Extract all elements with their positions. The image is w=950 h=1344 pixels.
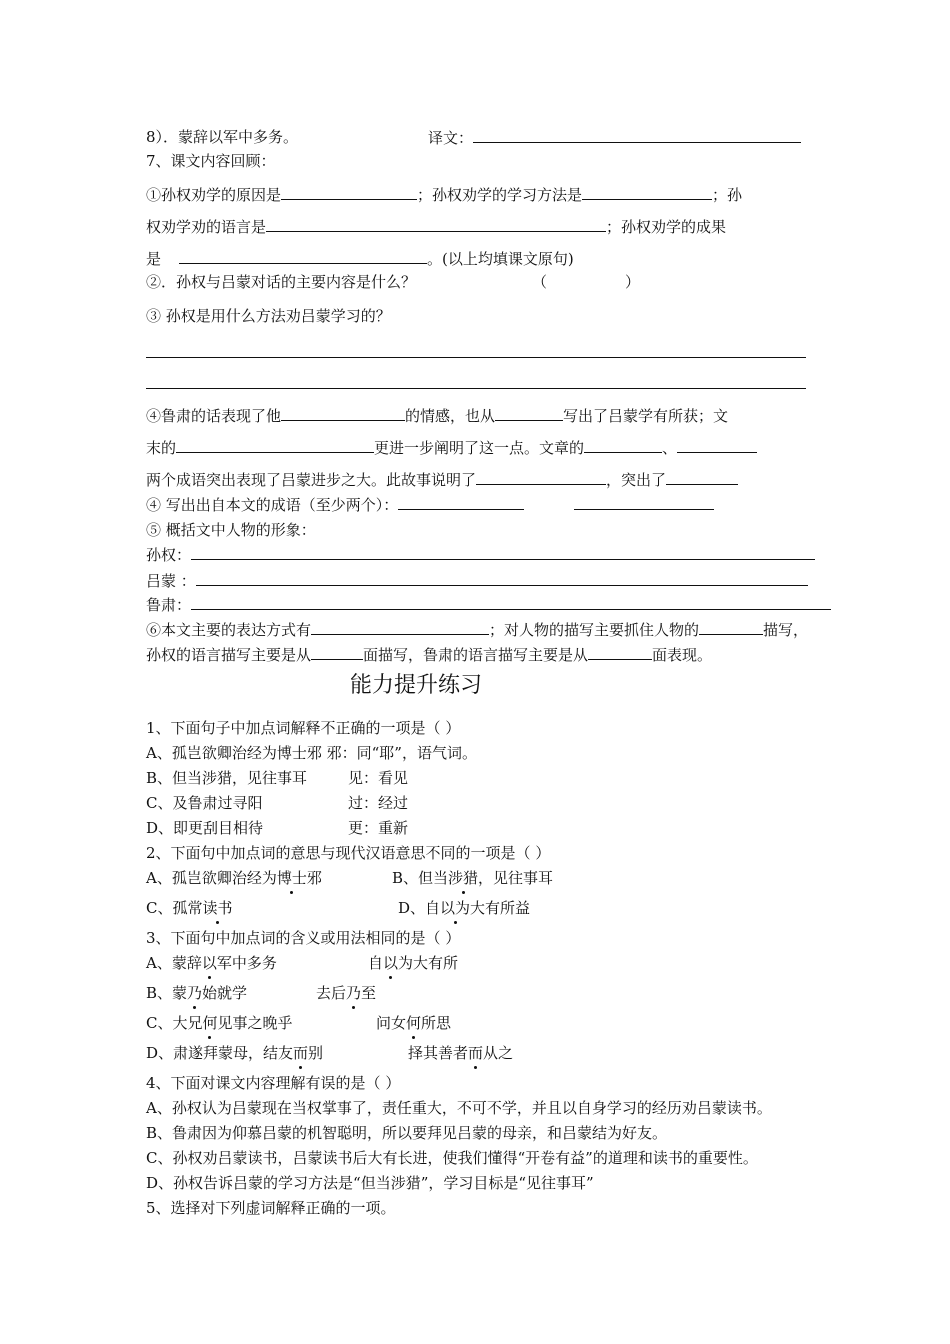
q3-option-d-compare	[408, 1043, 513, 1063]
text: 去后	[316, 984, 347, 1002]
q2-option-b[interactable]	[392, 868, 553, 888]
q1-option-d-gloss: 更：重新	[348, 819, 409, 837]
dotted-word: 涉猎	[448, 869, 479, 887]
text: 面描写，鲁肃的语言描写主要是从	[363, 646, 589, 664]
q3: 3、下面句中加点词的含义或用法相同的是（ ）	[146, 929, 461, 947]
q7-title: 7、课文内容回顾：	[146, 152, 276, 170]
dotted-word: 乃	[187, 984, 203, 1002]
text: ④ 写出出自本文的成语（至少两个）：	[146, 496, 399, 514]
blank-lusu[interactable]	[191, 594, 831, 610]
char-lvmeng	[146, 570, 808, 591]
text: D、自	[398, 899, 441, 917]
q4-option-a[interactable]: A、孙权认为吕蒙现在当权掌事了，责任重大，不可不学，并且以自身学习的经历劝吕蒙读书。	[146, 1099, 772, 1117]
q3-option-d[interactable]	[146, 1043, 323, 1063]
blank-from[interactable]	[495, 405, 563, 421]
dotted-word: 何	[202, 1014, 218, 1032]
q2-option-a[interactable]	[146, 868, 322, 888]
q7-4b	[146, 494, 714, 515]
q7-line-3	[146, 248, 574, 269]
q7-2	[146, 272, 416, 292]
text: B、但当涉猎，见往事耳	[146, 769, 308, 787]
text: 。(以上均填课文原句)	[427, 250, 574, 268]
text: A、孤岂欲卿治经为	[146, 869, 277, 887]
q3-option-a-compare	[368, 953, 458, 973]
q8-line	[146, 127, 298, 147]
paren-close: ）	[625, 273, 641, 291]
q7-line-1	[146, 184, 742, 205]
q2-option-c[interactable]	[146, 898, 233, 918]
q1-option-a[interactable]: A、孤岂欲卿治经为博士邪 邪：同“耶”，语气词。	[146, 744, 477, 762]
paren-open: （	[532, 273, 548, 291]
q7-5: ⑤ 概括文中人物的形象：	[146, 521, 316, 539]
text: 问女	[376, 1014, 407, 1032]
text: B、但当	[392, 869, 449, 887]
q8-translate-blank[interactable]	[473, 127, 801, 143]
q7-4-line-1	[146, 405, 728, 426]
text: D、肃遂拜蒙母，结友	[146, 1044, 294, 1062]
text: 别	[308, 1044, 324, 1062]
section-title: 能力提升练习	[350, 673, 483, 698]
char-sunquan	[146, 544, 815, 565]
q4: 4、下面对课文内容理解有误的是（ ）	[146, 1074, 401, 1092]
text: ；对人物的描写主要抓住人物的	[489, 621, 700, 639]
blank-result[interactable]	[179, 248, 427, 264]
blank-sunquan[interactable]	[191, 544, 815, 560]
label: 孙权：	[146, 546, 192, 564]
q1-option-b[interactable]	[146, 768, 307, 788]
blank-lusu-side[interactable]	[588, 644, 652, 660]
blank-expression[interactable]	[311, 619, 489, 635]
text: 写出了吕蒙学有所获；文	[563, 407, 729, 425]
q7-6-line-1	[146, 619, 808, 640]
blank-idiom-2[interactable]	[677, 437, 757, 453]
blank-lvmeng[interactable]	[196, 570, 808, 586]
text: A、蒙辞	[146, 954, 202, 972]
answer-line-1[interactable]	[146, 357, 806, 358]
text: 面表现。	[652, 646, 713, 664]
char-lusu	[146, 594, 831, 615]
text: ①孙权劝学的原因是	[146, 186, 282, 204]
text: 的情感，也从	[405, 407, 496, 425]
dotted-word: 乃	[346, 984, 362, 1002]
q4-option-c[interactable]: C、孙权劝吕蒙读书，吕蒙读书后大有长进，使我们懂得“开卷有益”的道理和读书的重要性。	[146, 1149, 758, 1167]
blank-emotion[interactable]	[281, 405, 405, 421]
dotted-word: 以为	[440, 899, 471, 917]
blank-end[interactable]	[176, 437, 374, 453]
blank-reason[interactable]	[281, 184, 417, 200]
answer-line-2[interactable]	[146, 388, 806, 389]
text: 见事之晚乎	[217, 1014, 293, 1032]
q7-6-line-2	[146, 644, 712, 665]
label: 吕蒙 ：	[146, 572, 196, 590]
q3-option-c-compare	[376, 1013, 451, 1033]
q3-option-a[interactable]	[146, 953, 277, 973]
text: 所思	[421, 1014, 452, 1032]
q7-line-2	[146, 216, 726, 237]
text: C、大兄	[146, 1014, 203, 1032]
text: 至	[361, 984, 377, 1002]
q8-translate-label: 译文：	[428, 129, 474, 147]
q3-option-b-compare	[316, 983, 376, 1003]
text: ；孙权劝学的学习方法是	[417, 186, 583, 204]
q1-option-c[interactable]: C、及鲁肃过寻阳	[146, 794, 263, 812]
text: 是	[146, 250, 162, 268]
label: 鲁肃：	[146, 596, 192, 614]
text: ④鲁肃的话表现了他	[146, 407, 282, 425]
text: ，见往事耳	[478, 869, 554, 887]
q2: 2、下面句中加点词的意思与现代汉语意思不同的一项是（ ）	[146, 844, 551, 862]
dotted-word: 而	[468, 1044, 484, 1062]
text: ；孙权劝学的成果	[606, 218, 727, 236]
q1-option-b-gloss: 见：看见	[348, 769, 409, 787]
q7-4-line-3	[146, 469, 738, 490]
dotted-word: 以	[383, 954, 399, 972]
q8-label: 8）．蒙辞以军中多务。	[146, 128, 299, 146]
text: 邪	[306, 869, 322, 887]
text: B、蒙	[146, 984, 188, 1002]
text: 择其善者	[408, 1044, 469, 1062]
text: ⑥本文主要的表达方式有	[146, 621, 312, 639]
dotted-word: 以	[201, 954, 217, 972]
dotted-word: 读书	[202, 899, 233, 917]
q4-option-d[interactable]: D、孙权告诉吕蒙的学习方法是“但当涉猎”，学习目标是“见往事耳”	[146, 1174, 594, 1192]
text: 更进一步阐明了这一点。文章的	[374, 439, 585, 457]
q5: 5、选择对下列虚词解释正确的一项。	[146, 1199, 396, 1217]
text: 大有所益	[470, 899, 531, 917]
blank-idiom-b[interactable]	[574, 494, 714, 510]
text: 孙权的语言描写主要是从	[146, 646, 312, 664]
text: 自	[368, 954, 384, 972]
q1-option-d[interactable]: D、即更刮目相待	[146, 819, 264, 837]
text: ，突出了	[606, 471, 667, 489]
q7-4-line-2	[146, 437, 757, 458]
q3-option-b[interactable]	[146, 983, 247, 1003]
q1-option-c-gloss: 过：经过	[348, 794, 409, 812]
text: 权劝学劝的语言是	[146, 218, 267, 236]
text: 为大有所	[398, 954, 459, 972]
text: 始就学	[202, 984, 248, 1002]
q7-2-text: ②．孙权与吕蒙对话的主要内容是什么？	[146, 273, 417, 291]
q8-translate	[428, 127, 801, 148]
text: ；孙	[712, 186, 743, 204]
text: 、	[662, 439, 678, 457]
blank-idiom-1[interactable]	[584, 437, 662, 453]
text: C、孤常	[146, 899, 203, 917]
blank-method[interactable]	[582, 184, 712, 200]
q7-3: ③ 孙权是用什么方法劝吕蒙学习的？	[146, 307, 391, 325]
q4-option-b[interactable]: B、鲁肃因为仰慕吕蒙的机智聪明，所以要拜见吕蒙的母亲，和吕蒙结为好友。	[146, 1124, 668, 1142]
text: 末的	[146, 439, 177, 457]
blank-explain[interactable]	[476, 469, 606, 485]
text: 军中多务	[216, 954, 277, 972]
blank-idiom-a[interactable]	[398, 494, 524, 510]
text: 从之	[483, 1044, 514, 1062]
dotted-word: 而	[293, 1044, 309, 1062]
q3-option-c[interactable]	[146, 1013, 293, 1033]
q7-2-paren[interactable]	[532, 272, 640, 292]
blank-highlight[interactable]	[666, 469, 738, 485]
text: 两个成语突出表现了吕蒙进步之大。此故事说明了	[146, 471, 477, 489]
blank-language[interactable]	[266, 216, 606, 232]
q1: 1、下面句子中加点词解释不正确的一项是（ ）	[146, 719, 461, 737]
q2-option-d[interactable]	[398, 898, 530, 918]
dotted-word: 博士	[276, 869, 307, 887]
text: 描写，	[763, 621, 809, 639]
blank-portrayal[interactable]	[699, 619, 763, 635]
blank-sunquan-side[interactable]	[311, 644, 363, 660]
dotted-word: 何	[406, 1014, 422, 1032]
